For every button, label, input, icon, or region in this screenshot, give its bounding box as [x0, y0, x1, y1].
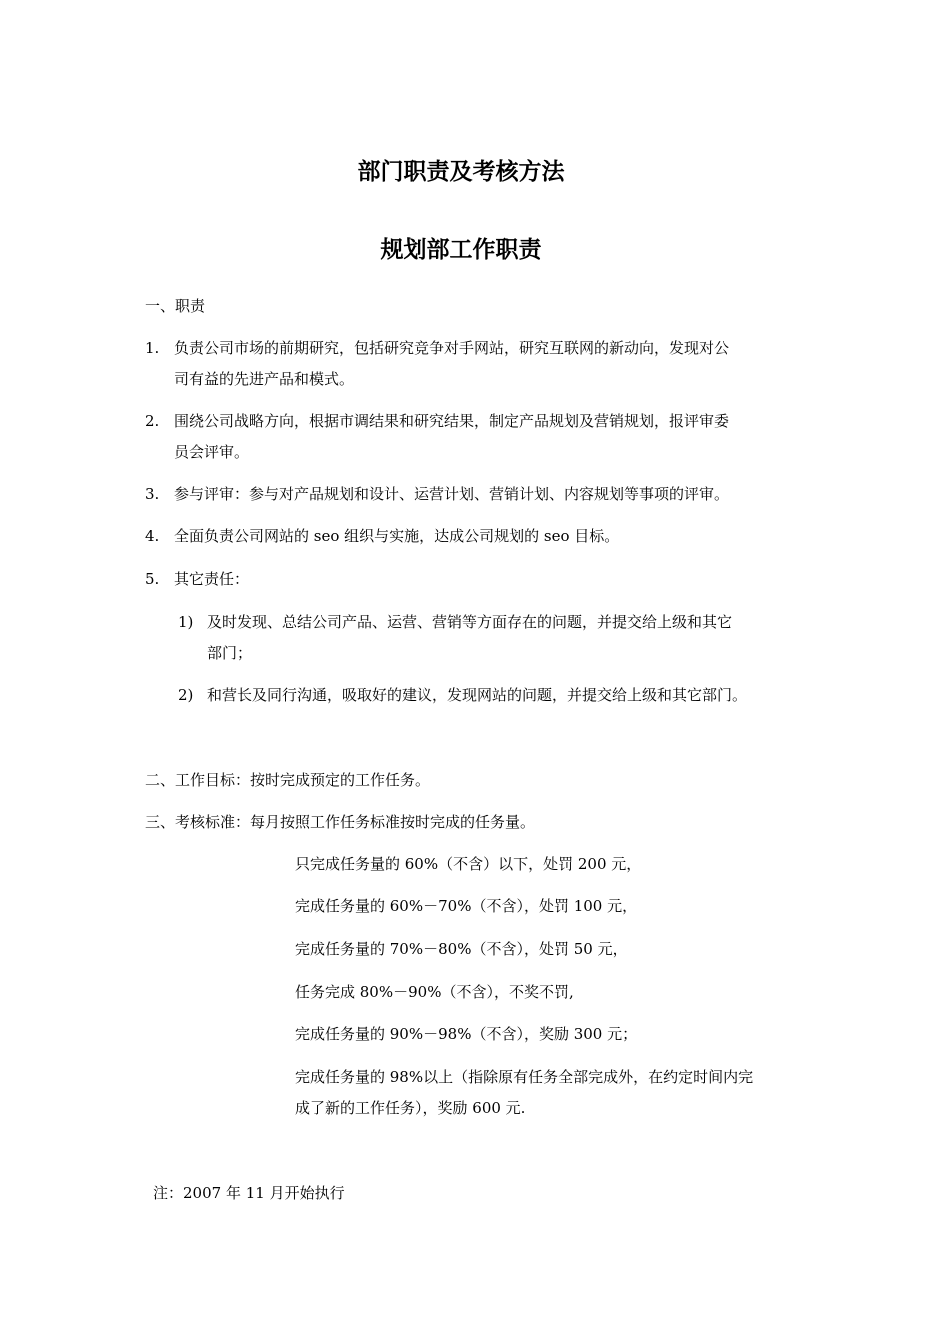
list-item-text: 围绕公司战略方向，根据市调结果和研究结果，制定产品规划及营销规划，报评审委 [174, 412, 730, 430]
list-item-text-continued: 员会评审。 [174, 443, 250, 461]
assessment-rule-continued: 成了新的工作任务），奖励 600 元. [295, 1099, 526, 1117]
section-assessment-heading: 三、考核标准：每月按照工作任务标准按时完成的任务量。 [145, 813, 536, 831]
sublist-item-text: 及时发现、总结公司产品、运营、营销等方面存在的问题，并提交给上级和其它 [207, 613, 733, 631]
list-item-text-continued: 司有益的先进产品和模式。 [174, 370, 355, 388]
document-title: 部门职责及考核方法 [357, 159, 565, 185]
assessment-rule: 完成任务量的 70%－80%（不含），处罚 50 元， [295, 940, 628, 958]
list-item-text: 参与评审：参与对产品规划和设计、运营计划、营销计划、内容规划等事项的评审。 [174, 485, 730, 503]
list-item-text: 其它责任： [174, 570, 250, 588]
list-item-number: 3. [145, 485, 160, 503]
list-item-number: 4. [145, 527, 160, 545]
list-item-number: 1. [145, 339, 160, 357]
sublist-item-text-continued: 部门； [207, 644, 253, 662]
section-heading-duties: 一、职责 [145, 297, 206, 315]
sublist-item-number: 2) [178, 686, 194, 704]
document-note: 注：2007 年 11 月开始执行 [153, 1184, 345, 1202]
list-item-number: 5. [145, 570, 160, 588]
list-item-text: 负责公司市场的前期研究，包括研究竞争对手网站，研究互联网的新动向，发现对公 [174, 339, 730, 357]
assessment-rule: 完成任务量的 98%以上（指除原有任务全部完成外，在约定时间内完 [295, 1068, 754, 1086]
sublist-item-number: 1) [178, 613, 194, 631]
assessment-rule: 完成任务量的 90%－98%（不含），奖励 300 元； [295, 1025, 638, 1043]
assessment-rule: 任务完成 80%－90%（不含），不奖不罚, [295, 983, 574, 1001]
section-work-goal: 二、工作目标：按时完成预定的工作任务。 [145, 771, 431, 789]
list-item-text: 全面负责公司网站的 seo 组织与实施，达成公司规划的 seo 目标。 [174, 527, 620, 545]
document-subtitle: 规划部工作职责 [380, 237, 542, 263]
list-item-number: 2. [145, 412, 160, 430]
assessment-rule: 完成任务量的 60%－70%（不含），处罚 100 元， [295, 897, 638, 915]
assessment-rule: 只完成任务量的 60%（不含）以下，处罚 200 元， [295, 855, 642, 873]
sublist-item-text: 和营长及同行沟通，吸取好的建议，发现网站的问题，并提交给上级和其它部门。 [207, 686, 748, 704]
